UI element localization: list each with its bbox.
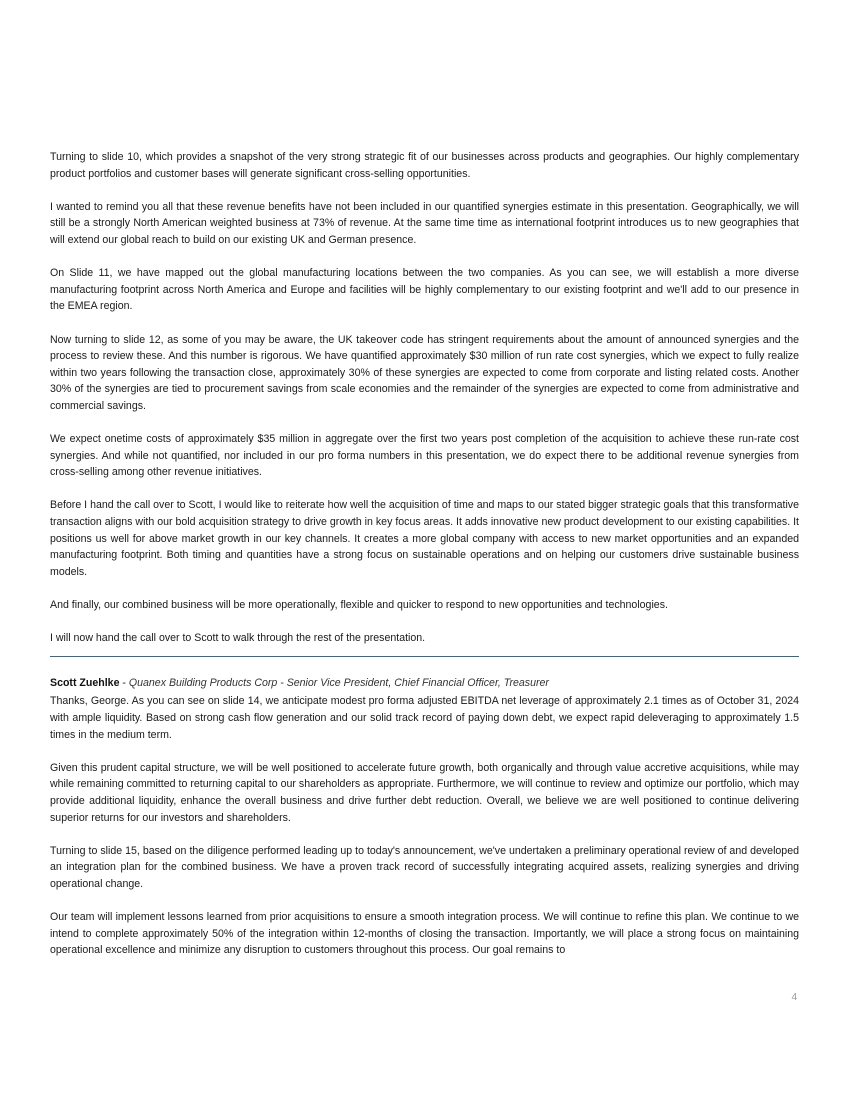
- speaker-title: Quanex Building Products Corp - Senior Vice President, Chief Financial Officer, Treasurer: [128, 676, 549, 689]
- paragraph: Given this prudent capital structure, we will be well positioned to accelerate future growth, both organically and through value accretive acquisitions, while may while remaining committed to returning capital to our shareholders as appropriate. Furthermore, we will continue to review and optimize our portfolio, which may provide additional liquidity, enhance the overall business and drive further debt reduction. Overall, we believe we are well positioned to continue delivering superior returns for our investors and shareholders.: [50, 761, 799, 824]
- transcript-body: [50, 149, 799, 959]
- paragraph: Before I hand the call over to Scott, I would like to reiterate how well the acquisition of time and maps to our stated bigger strategic goals that this transformative transaction aligns with our bold acquisition strategy to drive growth in key focus areas. It adds innovative new product development to our existing capabilities. It positions us well for above market growth in our key channels. It creates a more global company with access to new market opportunities and an expanded manufacturing footprint. Both timing and quantities have a strong focus on sustainable operations and on helping our customers drive sustainable business models.: [50, 499, 799, 578]
- speaker-header: [50, 675, 799, 692]
- paragraph: Turning to slide 10, which provides a snapshot of the very strong strategic fit of our businesses across products and geographies. Our highly complementary product portfolios and customer bases will generate significant cross-selling opportunities.: [50, 151, 799, 180]
- paragraph: Our team will implement lessons learned from prior acquisitions to ensure a smooth integration process. We will continue to refine this plan. We continue to we intend to complete approximately 50% of the integration within 12-months of closing the transaction. Importantly, we will place a strong focus on maintaining operational excellence and minimize any disruption to customers throughout this process. Our goal remains to: [50, 911, 799, 957]
- paragraph: Turning to slide 15, based on the diligence performed leading up to today's announcement, we've undertaken a preliminary operational review of and developed an integration plan for the combined business. We have a proven track record of successfully integrating acquired assets, realizing synergies and driving operational change.: [50, 844, 799, 890]
- paragraph: Now turning to slide 12, as some of you may be aware, the UK takeover code has stringent requirements about the amount of announced synergies and the process to review these. And this number is rigorous. We have quantified approximately $30 million of run rate cost synergies, which we expect to fully realize within two years following the transaction close, approximately 30% of these synergies are expected to come from corporate and listing related costs. Another 30% of the synergies are tied to procurement savings from scale economies and the remainder of the synergies are expected to come from administrative and commercial savings.: [50, 333, 799, 412]
- paragraph: On Slide 11, we have mapped out the global manufacturing locations between the two companies. As you can see, we will establish a more diverse manufacturing footprint across North America and Europe and facilities will be highly complementary to our existing footprint and we'll add to our presence in the EMEA region.: [50, 267, 799, 313]
- section-divider: [50, 656, 799, 657]
- paragraph: I will now hand the call over to Scott to walk through the rest of the presentation.: [50, 632, 426, 645]
- speaker-separator: -: [119, 676, 129, 689]
- paragraph: We expect onetime costs of approximately $35 million in aggregate over the first two years post completion of the acquisition to achieve these run-rate cost synergies. And while not quantified, nor included in our pro forma numbers in this presentation, we do expect there to be additional revenue synergies from cross-selling among other revenue initiatives.: [50, 433, 799, 479]
- paragraph: I wanted to remind you all that these revenue benefits have not been included in our quantified synergies estimate in this presentation. Geographically, we will still be a strongly North American weighted business at 73% of revenue. At the same time time as international footprint introduces us to new geographies that will extend our global reach to build on our existing UK and German presence.: [50, 200, 799, 246]
- speaker-name: Scott Zuehlke: [50, 676, 120, 689]
- page-number: 4: [791, 992, 797, 1003]
- paragraph: And finally, our combined business will be more operationally, flexible and quicker to respond to new opportunities and technologies.: [50, 599, 668, 612]
- paragraph: Thanks, George. As you can see on slide 14, we anticipate modest pro forma adjusted EBITDA net leverage of approximately 2.1 times as of October 31, 2024 with ample liquidity. Based on strong cash flow generation and our solid track record of paying down debt, we expect rapid deleveraging to approximately 1.5 times in the medium term.: [50, 695, 799, 741]
